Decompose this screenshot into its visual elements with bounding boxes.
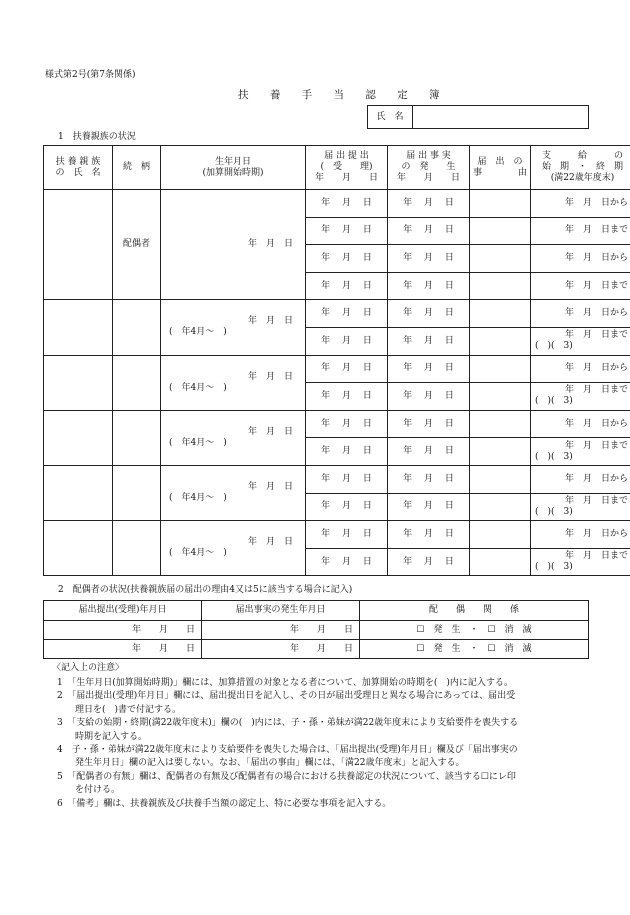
spouse-submission-date[interactable]: 年 月 日 (44, 621, 202, 640)
dependents-table (43, 145, 630, 576)
submission-date-cell[interactable]: 年 月 日 (306, 438, 388, 466)
payment-period-cell[interactable]: 年 月 日から (531, 410, 630, 438)
spouse-occurrence-date[interactable]: 年 月 日 (202, 640, 360, 659)
dependent-name-cell[interactable] (44, 521, 113, 576)
header-payment-period: 支 給 の 始 期 ・ 終 期 (満22歳年度末) (541, 151, 623, 183)
header-reason: 届 出 の 事 由 (472, 156, 527, 178)
birthdate-cell[interactable]: 年 月 日 ( 年4月～ ) (161, 521, 306, 576)
dependent-name-cell[interactable] (44, 355, 113, 410)
submission-date-cell[interactable]: 年 月 日 (306, 465, 388, 493)
spouse-table (43, 600, 589, 659)
birthdate-cell[interactable]: 年 月 日 (161, 190, 306, 300)
reason-cell[interactable] (470, 272, 531, 300)
header-name: 扶 養 親 族 の 氏 名 (55, 156, 101, 178)
occurrence-date-cell[interactable]: 年 月 日 (388, 355, 470, 383)
reason-cell[interactable] (470, 521, 531, 549)
occurrence-date-cell[interactable]: 年 月 日 (388, 410, 470, 438)
submission-date-cell[interactable]: 年 月 日 (306, 521, 388, 549)
payment-period-cell[interactable]: 年 月 日から (531, 355, 630, 383)
payment-period-cell[interactable]: 年 月 日まで ( )( 3) (531, 493, 630, 521)
birthdate-cell[interactable]: 年 月 日 ( 年4月～ ) (161, 410, 306, 465)
relation-cell[interactable] (113, 521, 161, 576)
submission-date-cell[interactable]: 年 月 日 (306, 355, 388, 383)
reason-cell[interactable] (470, 300, 531, 328)
dependent-name-cell[interactable] (44, 465, 113, 520)
birthdate-cell[interactable]: 年 月 日 ( 年4月～ ) (161, 465, 306, 520)
reason-cell[interactable] (470, 217, 531, 245)
submission-date-cell[interactable]: 年 月 日 (306, 327, 388, 355)
birthdate-cell[interactable]: 年 月 日 ( 年4月～ ) (161, 355, 306, 410)
note-line: 理日を( )書で付記する。 (57, 704, 182, 715)
dependent-name-cell[interactable] (44, 190, 113, 300)
submission-date-cell[interactable]: 年 月 日 (306, 410, 388, 438)
reason-cell[interactable] (470, 245, 531, 273)
payment-period-cell[interactable]: 年 月 日から (531, 190, 630, 218)
submission-date-cell[interactable]: 年 月 日 (306, 190, 388, 218)
relation-cell[interactable] (113, 410, 161, 465)
submission-date-cell[interactable]: 年 月 日 (306, 300, 388, 328)
spouse-relation-checkboxes[interactable]: ☐ 発 生 ・ ☐ 消 滅 (360, 640, 589, 659)
header-occurrence-date: 届 出 事 実 の 発 生 年 月 日 (396, 151, 460, 183)
name-box (367, 105, 589, 129)
payment-period-cell[interactable]: 年 月 日まで (531, 272, 630, 300)
dependent-name-cell[interactable] (44, 410, 113, 465)
note-line: 3 「支給の始期・終期(満22歳年度末)」欄の( )内には、子・孫・弟妹が満22歳年度末により支給要件を喪失する (57, 718, 519, 729)
reason-cell[interactable] (470, 355, 531, 383)
header-relation: 続 柄 (113, 146, 161, 190)
note-line: 4 子・孫・弟妹が満22歳年度末により支給要件を喪失した場合は、「届出提出(受理)年月日」欄及び「届出事実の (57, 745, 518, 756)
reason-cell[interactable] (470, 327, 531, 355)
name-label: 氏 名 (368, 106, 413, 129)
occurrence-date-cell[interactable]: 年 月 日 (388, 190, 470, 218)
note-line: 発生年月日」欄の記入は要しない。なお、「届出の事由」欄には、「満22歳年度末」と記入する。 (57, 758, 465, 769)
submission-date-cell[interactable]: 年 月 日 (306, 245, 388, 273)
occurrence-date-cell[interactable]: 年 月 日 (388, 272, 470, 300)
table-row (44, 465, 630, 493)
payment-period-cell[interactable]: 年 月 日から (531, 300, 630, 328)
payment-period-cell[interactable]: 年 月 日まで ( )( 3) (531, 327, 630, 355)
occurrence-date-cell[interactable]: 年 月 日 (388, 383, 470, 411)
payment-period-cell[interactable]: 年 月 日から (531, 521, 630, 549)
payment-period-cell[interactable]: 年 月 日まで ( )( 3) (531, 548, 630, 576)
note-line: 5 「配偶者の有無」欄は、配偶者の有無及び配偶者有の場合における扶養認定の状況について、該当する☐にレ印 (57, 771, 516, 782)
table-row (44, 355, 630, 383)
note-line: 2 「届出提出(受理)年月日」欄には、届出提出日を記入し、その日が届出受理日と異なる場合にあっては、届出受 (57, 691, 516, 702)
occurrence-date-cell[interactable]: 年 月 日 (388, 217, 470, 245)
table-row (44, 521, 630, 549)
relation-cell: 配偶者 (113, 190, 161, 300)
note-line: 6 「備考」欄は、扶養親族及び扶養手当額の認定上、特に必要な事項を記入する。 (57, 798, 392, 809)
dependent-name-cell[interactable] (44, 300, 113, 355)
payment-period-cell[interactable]: 年 月 日まで ( )( 3) (531, 438, 630, 466)
relation-cell[interactable] (113, 300, 161, 355)
relation-cell[interactable] (113, 465, 161, 520)
spouse-relation-checkboxes[interactable]: ☐ 発 生 ・ ☐ 消 滅 (360, 621, 589, 640)
occurrence-date-cell[interactable]: 年 月 日 (388, 548, 470, 576)
submission-date-cell[interactable]: 年 月 日 (306, 272, 388, 300)
form-id: 様式第2号(第7条関係) (45, 70, 136, 80)
table-row (44, 640, 589, 659)
submission-date-cell[interactable]: 年 月 日 (306, 548, 388, 576)
payment-period-cell[interactable]: 年 月 日まで ( )( 3) (531, 383, 630, 411)
submission-date-cell[interactable]: 年 月 日 (306, 383, 388, 411)
occurrence-date-cell[interactable]: 年 月 日 (388, 327, 470, 355)
spouse-header-relation: 配 偶 関 係 (360, 601, 589, 621)
submission-date-cell[interactable]: 年 月 日 (306, 493, 388, 521)
occurrence-date-cell[interactable]: 年 月 日 (388, 300, 470, 328)
spouse-header-occurrence: 届出事実の発生年月日 (202, 601, 360, 621)
note-line: を付ける。 (57, 785, 121, 796)
reason-cell[interactable] (470, 438, 531, 466)
occurrence-date-cell[interactable]: 年 月 日 (388, 521, 470, 549)
table-row (44, 621, 589, 640)
table-row (44, 300, 630, 328)
table-row (44, 190, 630, 218)
occurrence-date-cell[interactable]: 年 月 日 (388, 465, 470, 493)
table-row (44, 410, 630, 438)
header-submission-date: 届 出 提 出 ( 受 理) 年 月 日 (314, 151, 378, 183)
payment-period-cell[interactable]: 年 月 日から (531, 245, 630, 273)
note-line: 1 「生年月日(加算開始時期)」欄には、加算措置の対象となる者について、加算開始の時期を( )内に記入する。 (57, 678, 513, 688)
occurrence-date-cell[interactable]: 年 月 日 (388, 493, 470, 521)
reason-cell[interactable] (470, 383, 531, 411)
spouse-occurrence-date[interactable]: 年 月 日 (202, 621, 360, 640)
reason-cell[interactable] (470, 548, 531, 576)
reason-cell[interactable] (470, 465, 531, 493)
table-header-row (44, 146, 630, 190)
birthdate-cell[interactable]: 年 月 日 ( 年4月～ ) (161, 300, 306, 355)
spouse-submission-date[interactable]: 年 月 日 (44, 640, 202, 659)
reason-cell[interactable] (470, 493, 531, 521)
notes-title: 〈記入上の注意〉 (52, 663, 125, 673)
section1-title: 1 扶養親族の状況 (58, 132, 136, 142)
reason-cell[interactable] (470, 190, 531, 218)
occurrence-date-cell[interactable]: 年 月 日 (388, 438, 470, 466)
page-title: 扶 養 手 当 認 定 簿 (238, 89, 449, 101)
name-field[interactable] (413, 106, 589, 129)
reason-cell[interactable] (470, 410, 531, 438)
relation-cell[interactable] (113, 355, 161, 410)
spouse-header-submission: 届出提出(受理)年月日 (44, 601, 202, 621)
section2-title: 2 配偶者の状況(扶養親族届の届出の理由4又は5に該当する場合に記入) (58, 585, 353, 595)
payment-period-cell[interactable]: 年 月 日まで (531, 217, 630, 245)
submission-date-cell[interactable]: 年 月 日 (306, 217, 388, 245)
note-line: 時期を記入する。 (57, 731, 148, 742)
header-birthdate: 生年月日 (加算開始時期) (202, 156, 264, 178)
occurrence-date-cell[interactable]: 年 月 日 (388, 245, 470, 273)
notes-list (57, 677, 518, 811)
payment-period-cell[interactable]: 年 月 日から (531, 465, 630, 493)
